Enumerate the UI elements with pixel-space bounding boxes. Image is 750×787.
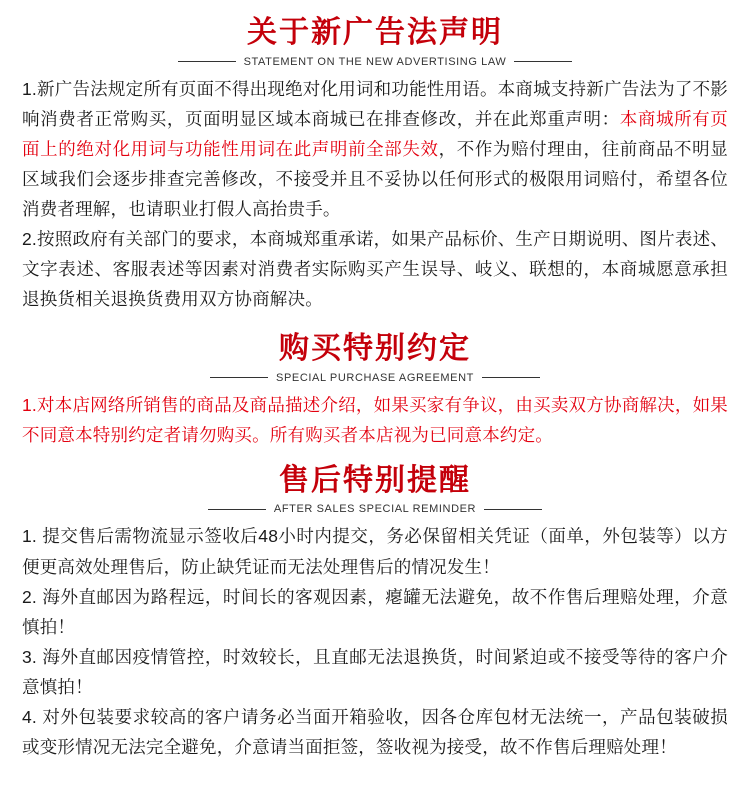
rule-right-icon: [514, 61, 572, 62]
section-subtitle-purchase: SPECIAL PURCHASE AGREEMENT: [276, 371, 474, 384]
run-ad-law-1a: 1.新广告法规定所有页面不得出现绝对化用词和功能性用语。本商城支持新广告法为了不影响消费者正常购买，页面明显区域本商城已在排查修改，并在此郑重声明：: [22, 78, 728, 129]
section-header-purchase: [22, 330, 728, 384]
paragraph-purchase-1: [22, 390, 728, 450]
rule-right-icon: [482, 377, 540, 378]
rule-left-icon: [208, 509, 266, 510]
rule-left-icon: [210, 377, 268, 378]
paragraph-ad-law-2: [22, 224, 728, 314]
paragraph-ad-law-1: [22, 74, 728, 224]
spacer-1: [22, 314, 728, 330]
run-ad-law-1b-highlight: 本商城所有页面上的绝对化用词与功能性用词在此声明前全部失效: [22, 108, 728, 159]
section-subtitle-row-purchase: [22, 372, 728, 384]
rule-right-icon: [484, 509, 542, 510]
rule-left-icon: [178, 61, 236, 62]
section-subtitle-after-sales: AFTER SALES SPECIAL REMINDER: [273, 503, 477, 516]
section-header-after-sales: [22, 462, 728, 516]
spacer-2: [22, 450, 728, 462]
section-title-ad-law: 关于新广告法声明: [247, 16, 503, 49]
section-title-after-sales: 售后特别提醒: [279, 463, 471, 497]
list-item: 1. 提交售后需物流显示签收后48小时内提交，务必保留相关凭证（面单，外包装等）以方便更高效处理售后，防止缺凭证而无法处理售后的情况发生！: [22, 526, 728, 577]
run-ad-law-1c: ，不作为赔付理由，往前商品不明显区域我们会逐步排查完善修改，不接受并且不妥协以任何形式的极限用词赔付，希望各位消费者理解，也请职业打假人高抬贵手。: [22, 138, 728, 219]
purchase-agreement-body: [22, 390, 728, 450]
section-subtitle-row-after-sales: [22, 503, 728, 515]
after-sales-list: [22, 521, 728, 762]
section-subtitle-row-ad-law: [22, 56, 728, 68]
list-item: 4. 对外包装要求较高的客户请务必当面开箱验收，因各仓库包材无法统一，产品包装破损或变形情况无法完全避免，介意请当面拒签，签收视为接受，故不作售后理赔处理！: [22, 707, 728, 758]
run-purchase-1a: 1.对本店网络所销售的商品及商品描述介绍，如果买家有争议，由买卖双方协商解决，如果不同意本特别约定者请勿购买。所有购买者本店视为已同意本约定。: [22, 394, 728, 445]
list-item: 2. 海外直邮因为路程远，时间长的客观因素，瘪罐无法避免，故不作售后理赔处理，介意慎拍！: [22, 586, 728, 637]
section-subtitle-ad-law: STATEMENT ON THE NEW ADVERTISING LAW: [243, 55, 507, 68]
list-item: 3. 海外直邮因疫情管控，时效较长，且直邮无法退换货，时间紧迫或不接受等待的客户介意慎拍！: [22, 646, 728, 697]
run-ad-law-2a: 2.按照政府有关部门的要求，本商城郑重承诺，如果产品标价、生产日期说明、图片表述、文字表述、客服表述等因素对消费者实际购买产生误导、岐义、联想的，本商城愿意承担退换货相关退换货费用双方协商解决。: [22, 228, 728, 310]
section-title-purchase: 购买特别约定: [279, 332, 471, 366]
section-header-ad-law: [22, 14, 728, 68]
